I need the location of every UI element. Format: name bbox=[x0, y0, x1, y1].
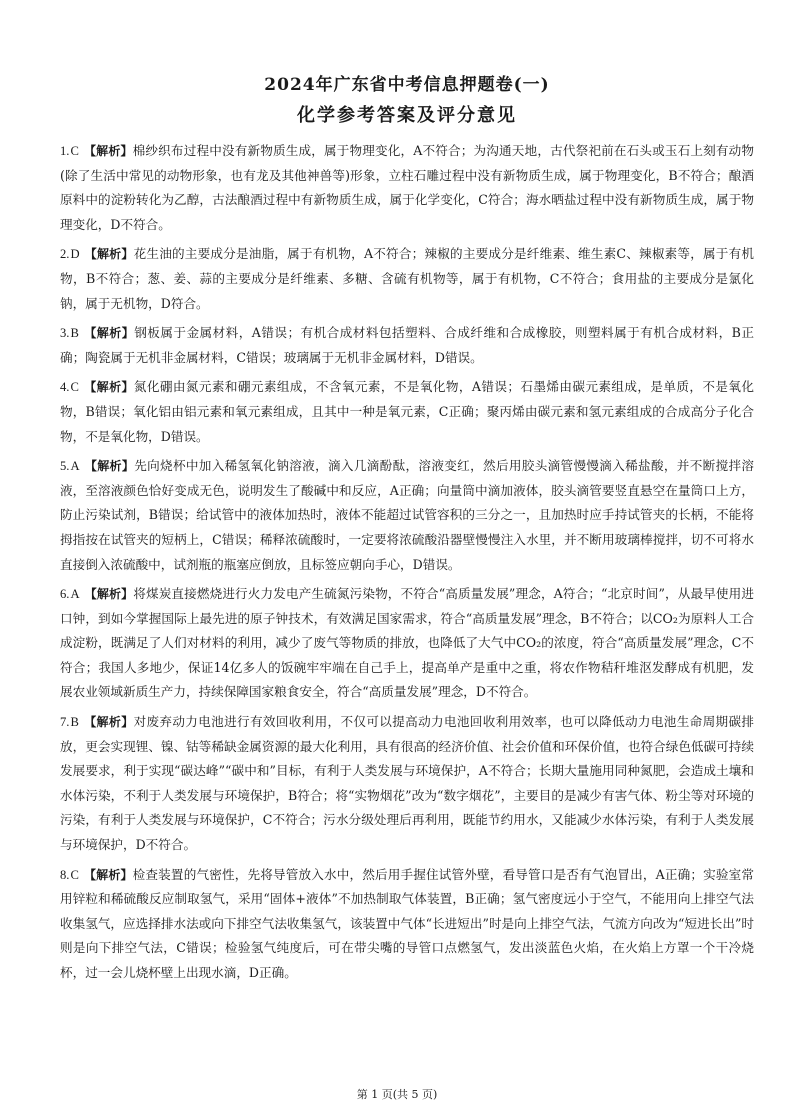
item-number: 1. bbox=[60, 144, 70, 158]
item-number: 4. bbox=[60, 380, 70, 395]
answer-item-7 bbox=[60, 710, 754, 858]
analysis-text: 钢板属于金属材料，A错误；有机合成材料包括塑料、合成纤维和合成橡胶，则塑料属于有机合成材料，B正确；陶瓷属于无机非金属材料，C错误；玻璃属于无机非金属材料，D错误。 bbox=[60, 325, 754, 365]
analysis-tag: 【解析】 bbox=[84, 247, 134, 262]
item-answer: C bbox=[70, 867, 79, 882]
item-number: 8. bbox=[60, 867, 70, 882]
answer-item-8 bbox=[60, 863, 754, 986]
document-title: 2024年广东省中考信息押题卷(一) bbox=[264, 75, 550, 95]
analysis-text: 将煤炭直接燃烧进行火力发电产生硫氮污染物，不符合“高质量发展”理念，A符合；“北京时间”，从最早使用进口钟，到如今掌握国际上最先进的原子钟技术，有效满足国家需求，符合“高质量发展”理念，B不符合；以CO₂为原料人工合成淀粉，既满足了人们对材料的利用，减少了废气等物质的排放，也降低了大气中CO₂的浓度，符合“高质量发展”理念，C不符合；我国人多地少，保证14亿多人的饭碗牢牢端在自己手上，提高单产是重中之重，将农作物秸秆堆沤发酵成有机肥，发展农业领域新质生产力，持续保障国家粮食安全，符合“高质量发展”理念，D不符合。 bbox=[60, 586, 754, 700]
item-number: 2. bbox=[60, 247, 70, 262]
answer-list bbox=[60, 139, 754, 986]
answer-item-1 bbox=[60, 139, 754, 237]
analysis-text: 氮化硼由氮元素和硼元素组成，不含氧元素，不是氧化物，A错误；石墨烯由碳元素组成，是单质，不是氧化物，B错误；氧化铝由铝元素和氧元素组成，且其中一种是氧元素，C正确；聚丙烯由碳元素和氢元素组成的合成高分子化合物，不是氧化物，D错误。 bbox=[60, 379, 754, 444]
item-answer: C bbox=[70, 380, 79, 395]
answer-item-2 bbox=[60, 242, 754, 316]
answer-item-3 bbox=[60, 321, 754, 370]
analysis-tag: 【解析】 bbox=[83, 715, 134, 730]
item-answer: D bbox=[70, 247, 80, 262]
analysis-tag: 【解析】 bbox=[83, 867, 133, 882]
item-answer: A bbox=[70, 587, 80, 602]
item-answer: A bbox=[70, 459, 80, 474]
item-number: 7. bbox=[60, 715, 70, 730]
document-subtitle: 化学参考答案及评分意见 bbox=[297, 105, 517, 126]
answer-item-6 bbox=[60, 582, 754, 705]
analysis-text: 花生油的主要成分是油脂，属于有机物，A不符合；辣椒的主要成分是纤维素、维生素C、辣椒素等，属于有机物，B不符合；葱、姜、蒜的主要成分是纤维素、多糖、含硫有机物等，属于有机物，C不符合；食用盐的主要成分是氯化钠，属于无机物，D符合。 bbox=[60, 246, 754, 311]
page-footer: 第 1 页(共 5 页) bbox=[356, 1088, 438, 1101]
analysis-tag: 【解析】 bbox=[84, 587, 134, 602]
item-answer: C bbox=[70, 144, 79, 158]
analysis-tag: 【解析】 bbox=[83, 326, 135, 341]
item-answer: B bbox=[70, 715, 79, 730]
analysis-tag: 【解析】 bbox=[83, 380, 134, 395]
item-number: 3. bbox=[60, 326, 70, 341]
item-number: 5. bbox=[60, 459, 70, 474]
item-answer: B bbox=[70, 326, 79, 341]
analysis-text: 检查装置的气密性，先将导管放入水中，然后用手握住试管外壁，看导管口是否有气泡冒出，A正确；实验室常用锌粒和稀硫酸反应制取氢气，采用“固体+液体”不加热制取气体装置，B正确；氢气密度远小于空气，不能用向上排空气法收集氢气，应选择排水法或向下排空气法收集氢气，该装置中气体“长进短出”时是向上排空气法，气流方向改为“短进长出”时则是向下排空气法，C错误；检验氢气纯度后，可在带尖嘴的导管口点燃氢气，发出淡蓝色火焰，在火焰上方罩一个干冷烧杯，过一会儿烧杯壁上出现水滴，D正确。 bbox=[60, 866, 754, 980]
analysis-tag: 【解析】 bbox=[83, 144, 133, 158]
answer-item-4 bbox=[60, 375, 754, 449]
item-number: 6. bbox=[60, 587, 70, 602]
analysis-tag: 【解析】 bbox=[84, 459, 135, 474]
analysis-text: 先向烧杯中加入稀氢氧化钠溶液，滴入几滴酚酞，溶液变红，然后用胶头滴管慢慢滴入稀盐酸，并不断搅拌溶液，至溶液颜色恰好变成无色，说明发生了酸碱中和反应，A正确；向量筒中滴加液体，胶头滴管要竖直悬空在量筒口上方，防止污染试剂，B错误；给试管中的液体加热时，液体不能超过试管容积的三分之一，且加热时应手持试管夹的长柄，不能将拇指按在试管夹的短柄上，C错误；稀释浓硫酸时，一定要将浓硫酸沿器壁慢慢注入水里，并不断用玻璃棒搅拌，切不可将水直接倒入浓硫酸中，试剂瓶的瓶塞应倒放，且标签应朝向手心，D错误。 bbox=[60, 458, 754, 572]
analysis-text: 棉纱织布过程中没有新物质生成，属于物理变化，A不符合；为沟通天地，古代祭祀前在石头或玉石上刻有动物(除了生活中常见的动物形象，也有龙及其他神兽等)形象，立柱石雕过程中没有新物质生成，属于物理变化，B不符合；酿酒原料中的淀粉转化为乙醇，古法酿酒过程中有新物质生成，属于化学变化，C符合；海水晒盐过程中没有新物质生成，属于物理变化，D不符合。 bbox=[60, 143, 754, 232]
answer-item-5 bbox=[60, 454, 754, 577]
analysis-text: 对废弃动力电池进行有效回收利用，不仅可以提高动力电池回收利用效率，也可以降低动力电池生命周期碳排放，更会实现锂、镍、钴等稀缺金属资源的最大化利用，具有很高的经济价值、社会价值和环保价值，也符合绿色低碳可持续发展要求，利于实现“碳达峰”“碳中和”目标，有利于人类发展与环境保护，A不符合；长期大量施用同种氮肥，会造成土壤和水体污染，不利于人类发展与环境保护，B符合；将“实物烟花”改为“数字烟花”，主要目的是减少有害气体、粉尘等对环境的污染，有利于人类发展与环境保护，C不符合；污水分级处理后再利用，既能节约用水，又能减少水体污染，有利于人类发展与环境保护，D不符合。 bbox=[60, 714, 754, 853]
